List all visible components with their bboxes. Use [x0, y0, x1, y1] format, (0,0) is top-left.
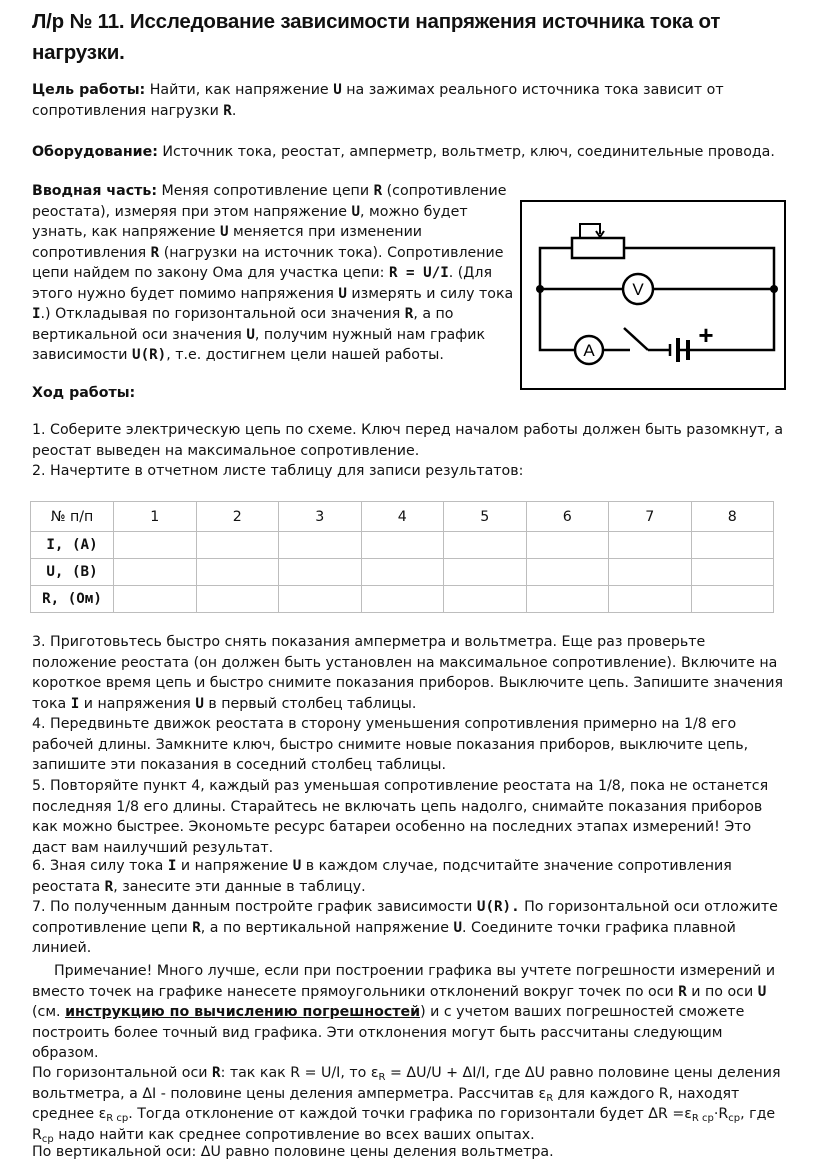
intro-text: измерять и силу тока — [346, 285, 514, 302]
table-cell — [361, 559, 444, 586]
table-row-label: R, (Ом) — [31, 586, 114, 613]
table-cell — [279, 586, 362, 613]
error-instruction-link[interactable]: инструкцию по вычислению погрешностей — [65, 1004, 421, 1020]
step-5: 5. Повторяйте пункт 4, каждый раз уменьшая сопротивление реостата на 1/8, пока не останется последняя 1/8 его длины. Старайтесь не включать цепь надолго, снимайте показания приборов как можно быстрее. Экономьте ресурс батареи особенно на последних этапах измерений! Это даст вам наилучший результат. — [32, 778, 769, 856]
subscript: R — [546, 1092, 554, 1104]
horizontal-axis-paragraph — [32, 1063, 784, 1145]
horiz-text: По горизонтальной оси — [32, 1065, 213, 1081]
subscript: R ср — [691, 1113, 714, 1124]
note-paragraph — [32, 961, 784, 1064]
symbol-i: I — [70, 695, 80, 712]
table-cell — [526, 559, 609, 586]
step-text: 3. Приготовьтесь быстро снять показания амперметра и вольтметра. Еще раз проверьте положение реостата (он должен быть установлен на максимальное сопротивление). Включите на короткое время цепь и быстро снимите показания приборов. Выключите цепь. Запишите значения тока — [32, 634, 784, 712]
table-cell — [609, 586, 692, 613]
note-text: Примечание! Много лучше, если при построении графика вы учтете погрешности измерений и вместо точек на графике нанесете прямоугольники отклонений вокруг точек по оси — [32, 963, 776, 1000]
goal-label: Цель работы: — [32, 82, 146, 98]
table-row — [31, 559, 774, 586]
table-cell — [114, 532, 197, 559]
table-column-header: 3 — [279, 502, 362, 532]
equipment-label: Оборудование: — [32, 144, 158, 160]
table-column-header: 6 — [526, 502, 609, 532]
table-row-label: U, (B) — [31, 559, 114, 586]
symbol-r: R — [192, 919, 201, 936]
table-cell — [196, 586, 279, 613]
symbol-u: U — [351, 203, 361, 220]
symbol-u: U — [292, 858, 302, 874]
table-header-row — [31, 502, 774, 532]
symbol-r: R — [404, 306, 414, 322]
junction-dot-left — [536, 285, 544, 293]
intro-paragraph — [32, 181, 520, 366]
intro-text: Меняя сопротивление цепи — [157, 183, 374, 199]
intro-text: , а по вертикальной оси значения — [32, 306, 454, 343]
goal-text: . — [231, 102, 237, 119]
note-text: (см. — [32, 1004, 66, 1020]
symbol-r: R — [150, 244, 160, 261]
horiz-text: : так как R = U/I, то ε — [220, 1065, 379, 1081]
table-column-header: 5 — [444, 502, 527, 532]
step-text: в первый столбец таблицы. — [203, 695, 417, 712]
table-cell — [279, 559, 362, 586]
battery-plus-sign: + — [698, 320, 714, 350]
horiz-text: . Тогда отклонение от каждой точки графика по горизонтали будет ΔR =ε — [128, 1106, 692, 1122]
rheostat-icon — [572, 238, 624, 258]
table-cell — [444, 586, 527, 613]
circuit-diagram — [520, 200, 786, 390]
symbol-u: U — [338, 285, 347, 302]
table-column-header: 4 — [361, 502, 444, 532]
table-cell — [691, 532, 774, 559]
intro-text: , т.е. достигнем цели нашей работы. — [166, 347, 444, 363]
results-table — [30, 501, 774, 613]
horiz-text: , где R — [32, 1106, 776, 1143]
step-6 — [32, 856, 784, 897]
table-row-label: I, (A) — [31, 532, 114, 559]
intro-text: .) Откладывая по горизонтальной оси значения — [40, 306, 405, 322]
table-cell — [114, 559, 197, 586]
equipment-paragraph — [32, 142, 792, 163]
subscript: R — [378, 1072, 386, 1083]
ohm-formula: R = U/I — [388, 265, 449, 281]
table-cell — [609, 559, 692, 586]
symbol-u: U — [757, 983, 767, 1000]
note-text: ) и с учетом ваших погрешностей сможете построить более точный вид графика. Эти отклонения могут быть рассчитаны следующим образом. — [32, 1004, 745, 1061]
horiz-text: = ΔU/U + ΔI/I, где ΔU равно половине цены деления вольтметра, а ΔI - половине цены деления амперметра. Рассчитав ε — [32, 1065, 781, 1102]
table-cell — [691, 586, 774, 613]
goal-paragraph — [32, 80, 762, 121]
step-text: и напряжение — [176, 858, 293, 874]
subscript: ср — [728, 1113, 741, 1124]
junction-dot-right — [770, 285, 778, 293]
intro-text: меняется при изменении сопротивления — [32, 224, 423, 261]
goal-text: Найти, как напряжение — [145, 82, 334, 98]
symbol-r: R — [104, 878, 114, 895]
table-cell — [609, 532, 692, 559]
symbol-u: U — [453, 919, 462, 936]
step-text: , занесите эти данные в таблицу. — [113, 878, 366, 895]
step-text: 6. Зная силу тока — [32, 858, 168, 874]
step-1: 1. Соберите электрическую цепь по схеме. Ключ перед началом работы должен быть разомкнут, а реостат выведен на максимальное сопротивление. — [32, 422, 784, 459]
step-4: 4. Передвиньте движок реостата в сторону уменьшения сопротивления примерно на 1/8 его рабочей длины. Замкните ключ, быстро снимите новые показания приборов, выключите цепь, запишите эти показания в соседний столбец таблицы. — [32, 716, 749, 773]
symbol-u: U — [195, 695, 204, 712]
table-cell — [444, 559, 527, 586]
symbol-r: R — [223, 102, 232, 119]
horiz-text: ·R — [713, 1106, 729, 1122]
symbol-i: I — [167, 858, 177, 874]
horiz-text: для каждого R, находят среднее ε — [32, 1085, 740, 1122]
symbol-r: R — [678, 983, 687, 1000]
table-column-header: 2 — [196, 502, 279, 532]
symbol-u-of-r: U(R). — [476, 899, 520, 915]
horiz-text: надо найти как среднее сопротивление во всех ваших опытах. — [53, 1126, 535, 1143]
intro-text: , получим нужный нам график зависимости — [32, 326, 486, 363]
table-cell — [196, 532, 279, 559]
step-text: и напряжения — [79, 695, 196, 712]
subscript: R ср — [106, 1113, 129, 1124]
step-text: , а по вертикальной напряжение — [200, 919, 454, 936]
voltmeter-label: V — [632, 280, 644, 299]
goal-text: на зажимах реального источника тока зависит от сопротивления нагрузки — [32, 82, 724, 119]
step-3 — [32, 632, 784, 714]
table-cell — [279, 532, 362, 559]
step-text: По горизонтальной оси отложите сопротивление цепи — [32, 899, 778, 936]
symbol-i: I — [32, 306, 41, 322]
vertical-axis-paragraph: По вертикальной оси: ΔU равно половине цены деления вольтметра. — [32, 1144, 554, 1160]
step-text: . Соедините точки графика плавной линией. — [32, 919, 736, 956]
equipment-text: Источник тока, реостат, амперметр, вольтметр, ключ, соединительные провода. — [157, 144, 775, 160]
table-row — [31, 586, 774, 613]
table-column-header: 1 — [114, 502, 197, 532]
progress-heading: Ход работы: — [32, 385, 136, 401]
symbol-u-of-r: U(R) — [132, 347, 167, 363]
symbol-u: U — [333, 82, 342, 98]
table-row — [31, 532, 774, 559]
intro-label: Вводная часть: — [32, 183, 158, 199]
subscript: ср — [41, 1133, 54, 1145]
table-column-header: 7 — [609, 502, 692, 532]
symbol-r: R — [373, 183, 383, 199]
table-header-label: № п/п — [31, 502, 114, 532]
table-cell — [361, 586, 444, 613]
symbol-u: U — [246, 326, 255, 343]
step-2: 2. Начертите в отчетном листе таблицу для записи результатов: — [32, 463, 524, 479]
table-cell — [196, 559, 279, 586]
intro-text: (нагрузки на источник тока). Сопротивление цепи найдем по закону Ома для участка цепи: — [32, 244, 504, 281]
table-cell — [526, 586, 609, 613]
step-text: в каждом случае, подсчитайте значение сопротивления реостата — [32, 858, 732, 895]
table-cell — [444, 532, 527, 559]
step-7 — [32, 897, 784, 959]
intro-text: , можно будет узнать, как напряжение — [32, 203, 468, 240]
ammeter-label: A — [583, 341, 595, 360]
intro-text: (сопротивление реостата), измеряя при этом напряжение — [32, 183, 507, 220]
step-text: 7. По полученным данным постройте график зависимости — [32, 899, 477, 915]
table-cell — [526, 532, 609, 559]
table-cell — [114, 586, 197, 613]
symbol-r: R — [212, 1065, 221, 1081]
table-cell — [691, 559, 774, 586]
intro-text: . (Для этого нужно будет помимо напряжения — [32, 265, 492, 302]
symbol-u: U — [219, 224, 229, 240]
page-title: Л/р № 11. Исследование зависимости напряжения источника тока от нагрузки. — [32, 10, 721, 64]
note-text: и по оси — [686, 983, 758, 1000]
table-cell — [361, 532, 444, 559]
table-column-header: 8 — [691, 502, 774, 532]
